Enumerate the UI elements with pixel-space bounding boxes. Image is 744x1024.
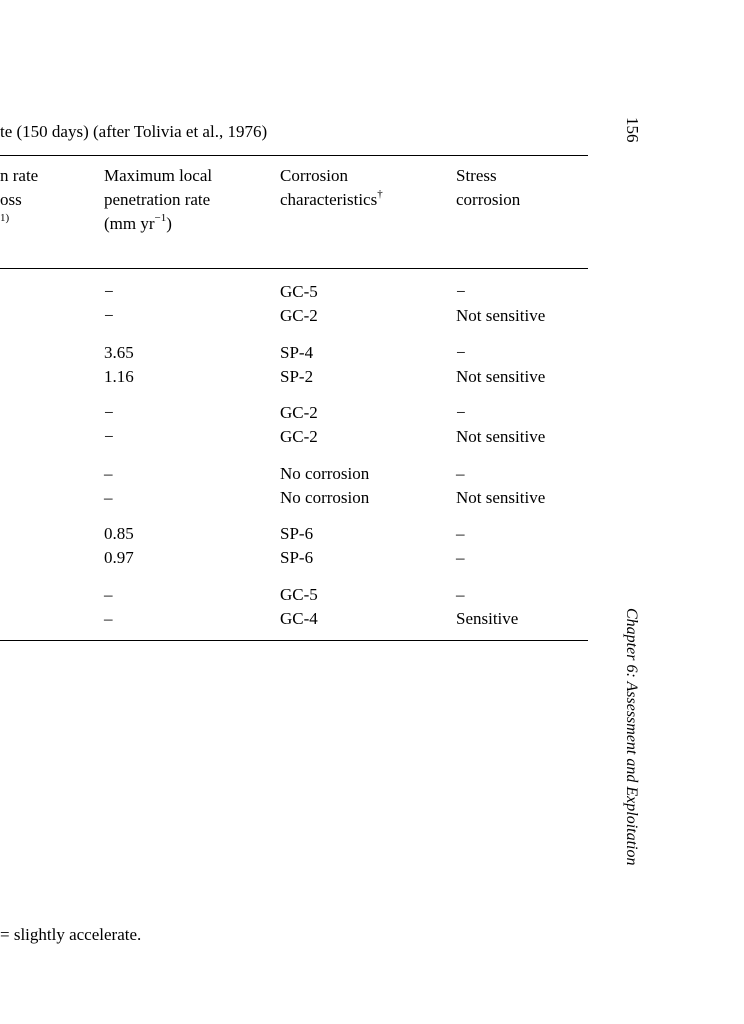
cell-corrosion: GC-5	[280, 282, 318, 301]
cell-penetration: −	[104, 403, 114, 422]
cell-corrosion: GC-2	[280, 403, 318, 422]
cell-penetration: 0.97	[104, 548, 134, 567]
header-line: n rate	[0, 166, 39, 185]
cell-stress: –	[456, 524, 465, 543]
header-line: (mm $yr^{-1}$)	[104, 212, 172, 233]
cell-corrosion: SP-6	[280, 524, 314, 543]
cell-corrosion: GC-5	[280, 585, 318, 604]
cell-corrosion: SP-6	[280, 548, 314, 567]
header-line: penetration rate	[104, 190, 211, 209]
cell-penetration: 0.85	[104, 524, 134, 543]
cell-corrosion: SP-2	[280, 367, 314, 386]
cell-penetration: −	[104, 282, 114, 301]
cell-stress: Not sensitive	[456, 427, 546, 446]
header-max-penetration	[104, 164, 212, 236]
cell-corrosion: No corrosion	[280, 488, 370, 507]
cell-stress: −	[456, 343, 466, 362]
cell-penetration: –	[104, 609, 113, 628]
table-caption: te (150 days) (after Tolivia et al., 1976)	[0, 122, 268, 141]
cell-penetration: 3.65	[104, 343, 134, 362]
page-number: 156	[623, 117, 642, 143]
cell-stress: Sensitive	[456, 609, 519, 628]
table-top-rule	[0, 155, 588, 156]
cell-stress: Not sensitive	[456, 367, 546, 386]
header-line: Maximum local	[104, 166, 213, 185]
cell-stress: Not sensitive	[456, 488, 546, 507]
table-footnote: = slightly accelerate.	[0, 925, 142, 944]
cell-penetration: 1.16	[104, 367, 134, 386]
cell-penetration: −	[104, 306, 114, 325]
cell-stress: −	[456, 282, 466, 301]
cell-corrosion: No corrosion	[280, 464, 370, 483]
table-header-rule	[0, 268, 588, 269]
header-line: corrosion	[456, 190, 521, 209]
cell-corrosion: GC-2	[280, 306, 318, 325]
cell-penetration: –	[104, 464, 113, 483]
header-corrosion-characteristics	[280, 164, 383, 212]
header-line: Corrosion	[280, 166, 348, 185]
cell-stress: –	[456, 548, 465, 567]
cell-stress: –	[456, 464, 465, 483]
cell-penetration: −	[104, 427, 114, 446]
header-line: characteristics†	[280, 188, 383, 209]
cell-corrosion: GC-4	[280, 609, 318, 628]
header-corrosion-rate	[0, 164, 38, 236]
cell-stress: Not sensitive	[456, 306, 546, 325]
cell-corrosion: GC-2	[280, 427, 318, 446]
cell-stress: −	[456, 403, 466, 422]
table-bottom-rule	[0, 640, 588, 641]
header-stress-corrosion	[456, 164, 520, 212]
cell-stress: –	[456, 585, 465, 604]
cell-penetration: –	[104, 488, 113, 507]
running-head: Chapter 6: Assessment and Exploitation	[623, 608, 640, 866]
header-line: 1)	[0, 212, 10, 225]
cell-corrosion: SP-4	[280, 343, 314, 362]
cell-penetration: –	[104, 585, 113, 604]
header-line: Stress	[456, 166, 497, 185]
header-line: oss	[0, 190, 22, 209]
